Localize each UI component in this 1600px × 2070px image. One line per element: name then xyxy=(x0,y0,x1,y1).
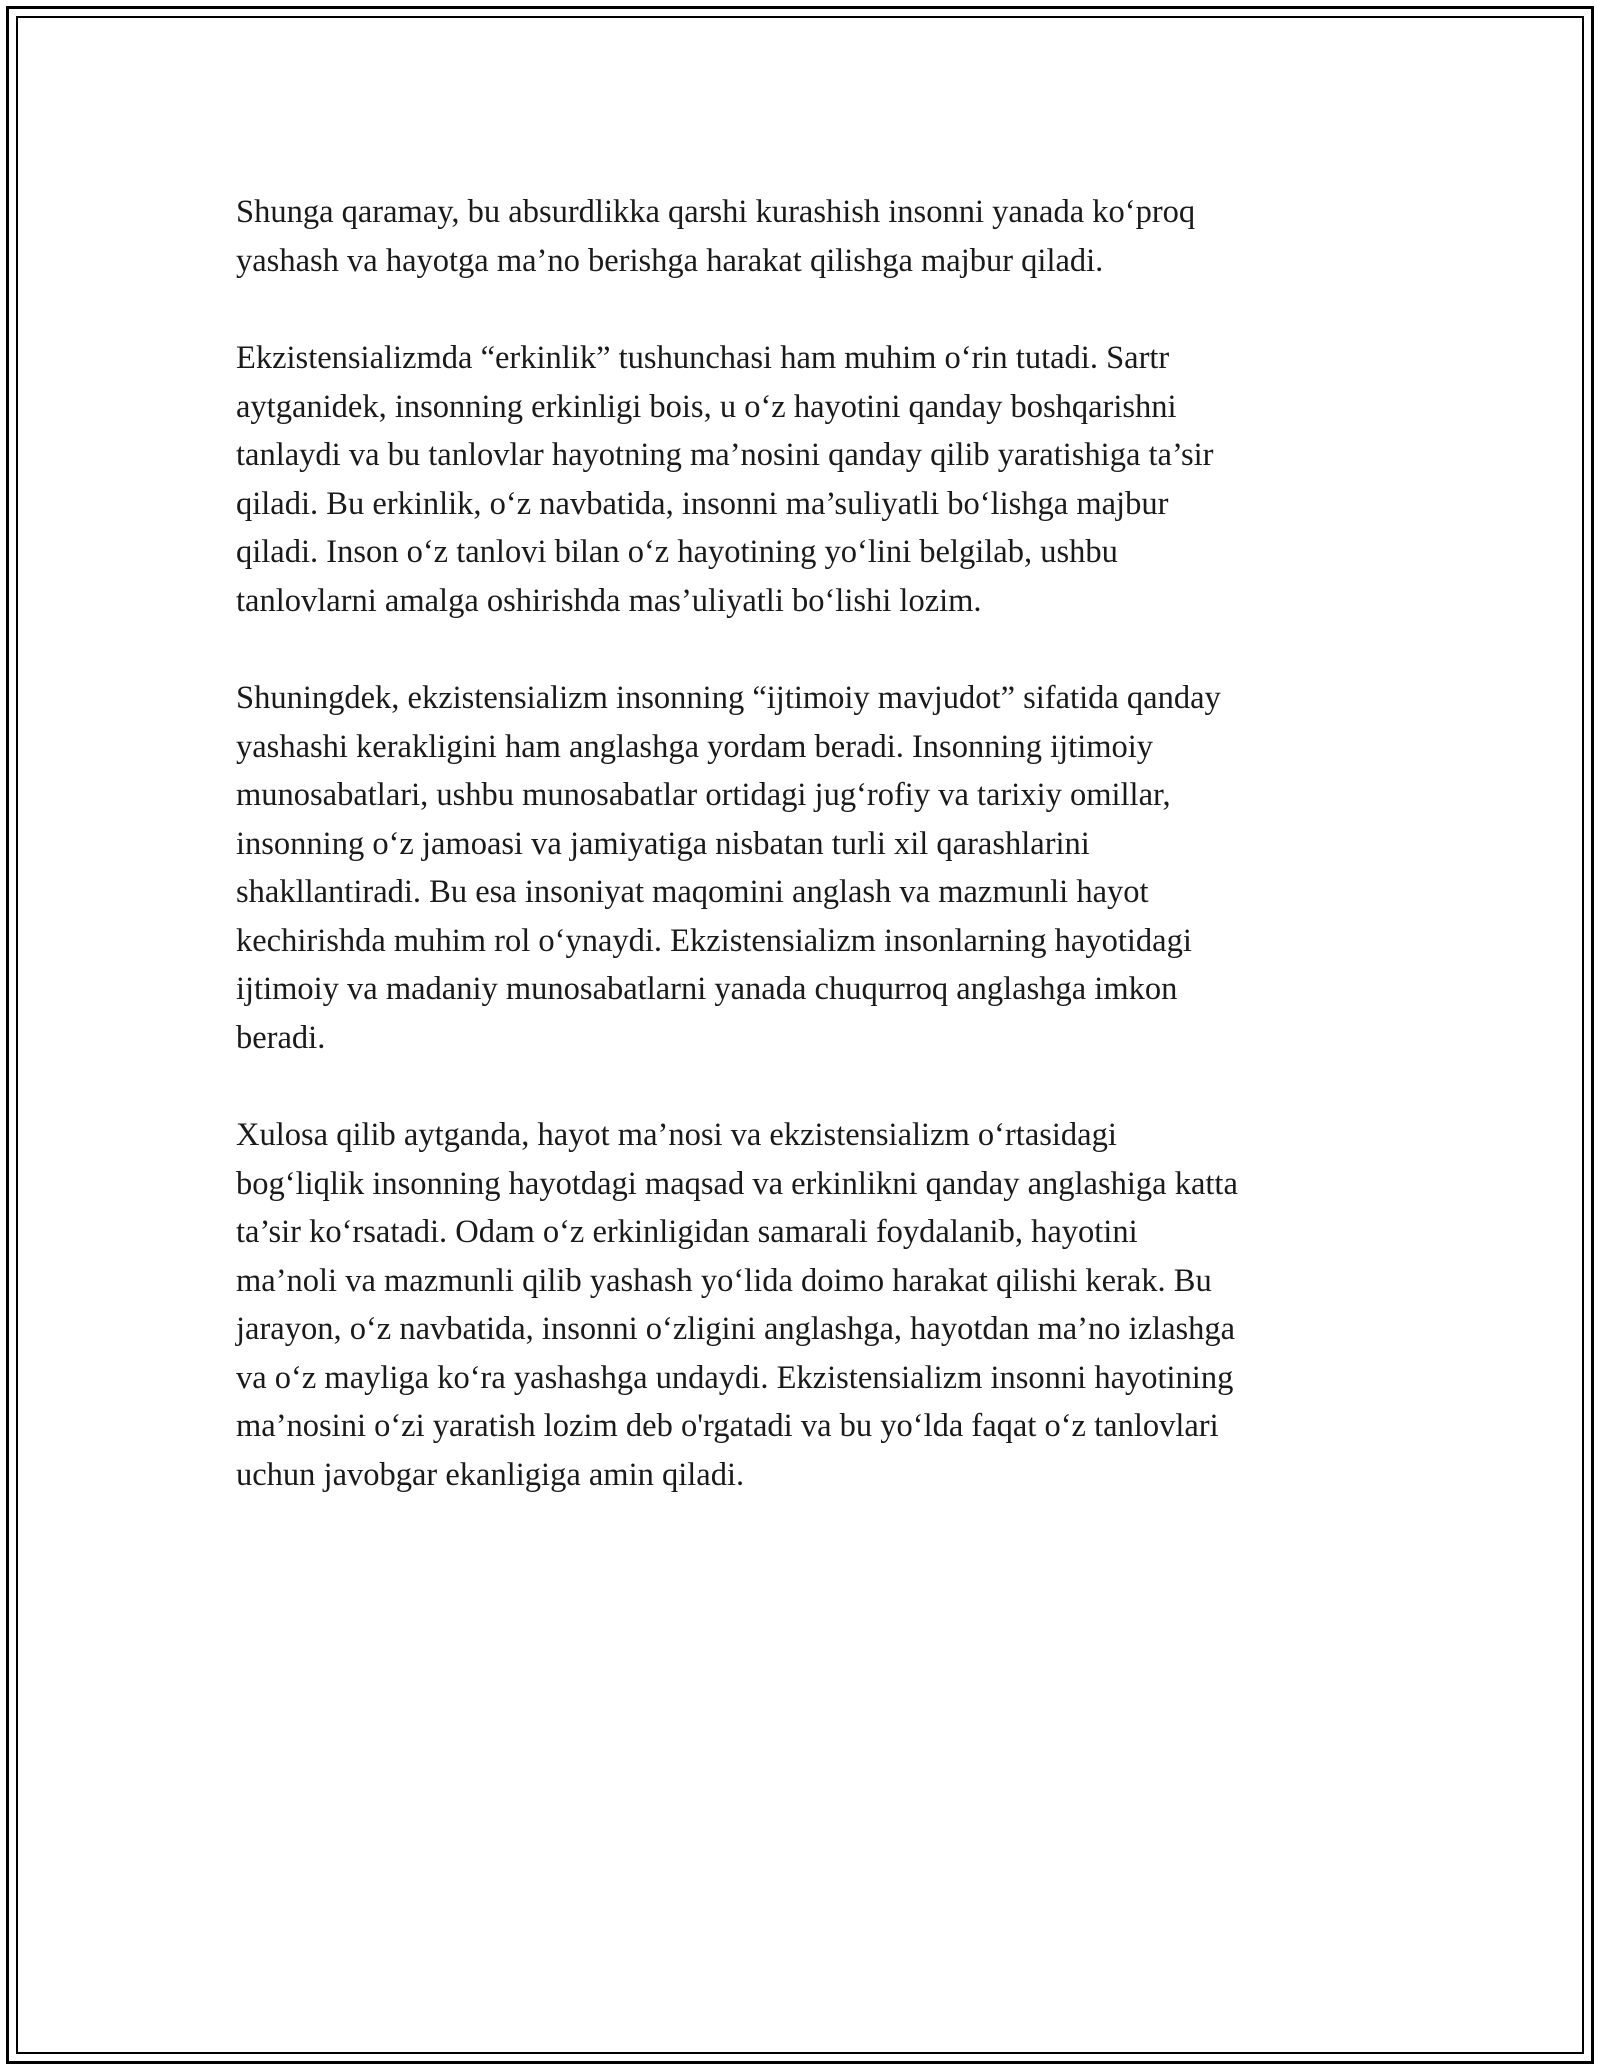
text-line: ta’sir ko‘rsatadi. Odam o‘z erkinligidan samarali foydalanib, hayotini xyxy=(236,1214,1138,1250)
text-line: beradi. xyxy=(236,1019,326,1056)
text-line: ijtimoiy va madaniy munosabatlarni yanada chuqurroq anglashga imkon xyxy=(236,971,1178,1007)
text-line: bog‘liqlik insonning hayotdagi maqsad va erkinlikni qanday anglashiga katta xyxy=(236,1165,1238,1202)
paragraph-4 xyxy=(236,1111,1386,1499)
text-line: jarayon, o‘z navbatida, insonni o‘zligini anglashga, hayotdan ma’no izlashga xyxy=(236,1311,1236,1347)
paragraph-3 xyxy=(236,674,1386,1062)
text-line: Shunga qaramay, bu absurdlikka qarshi kurashish insonni yanada ko‘proq xyxy=(236,194,1196,230)
text-line: Shuningdek, ekzistensializm insonning “ijtimoiy mavjudot” sifatida qanday xyxy=(236,680,1221,716)
text-line: yashashi kerakligini ham anglashga yordam beradi. Insonning ijtimoiy xyxy=(236,728,1154,765)
text-line: munosabatlari, ushbu munosabatlar ortidagi jug‘rofiy va tarixiy omillar, xyxy=(236,777,1171,813)
text-line: ma’noli va mazmunli qilib yashash yo‘lida doimo harakat qilishi kerak. Bu xyxy=(236,1262,1212,1299)
paragraph-2 xyxy=(236,334,1386,625)
paragraph-1 xyxy=(236,188,1386,285)
text-line: aytganidek, insonning erkinligi bois, u o‘z hayotini qanday boshqarishni xyxy=(236,388,1177,425)
text-line: tanlaydi va bu tanlovlar hayotning ma’nosini qanday qilib yaratishiga ta’sir xyxy=(236,437,1214,473)
text-line: insonning o‘z jamoasi va jamiyatiga nisbatan turli xil qarashlarini xyxy=(236,825,1090,862)
text-line: ma’nosini o‘zi yaratish lozim deb o'rgatadi va bu yo‘lda faqat o‘z tanlovlari xyxy=(236,1408,1219,1444)
text-line: uchun javobgar ekanligiga amin qiladi. xyxy=(236,1456,745,1493)
document-body xyxy=(236,188,1386,1548)
text-line: Xulosa qilib aytganda, hayot ma’nosi va ekzistensializm o‘rtasidagi xyxy=(236,1117,1117,1153)
text-line: qiladi. Inson o‘z tanlovi bilan o‘z hayotining yo‘lini belgilab, ushbu xyxy=(236,534,1118,570)
text-line: va o‘z mayliga ko‘ra yashashga undaydi. Ekzistensializm insonni hayotining xyxy=(236,1359,1234,1396)
text-line: kechirishda muhim rol o‘ynaydi. Ekzistensializm insonlarning hayotidagi xyxy=(236,922,1192,959)
text-line: shakllantiradi. Bu esa insoniyat maqomini anglash va mazmunli hayot xyxy=(236,874,1149,910)
text-line: Ekzistensializmda “erkinlik” tushunchasi ham muhim o‘rin tutadi. Sartr xyxy=(236,340,1170,376)
text-line: tanlovlarni amalga oshirishda mas’uliyatli bo‘lishi lozim. xyxy=(236,582,982,619)
text-line: qiladi. Bu erkinlik, o‘z navbatida, insonni ma’suliyatli bo‘lishga majbur xyxy=(236,485,1169,522)
text-line: yashash va hayotga ma’no berishga harakat qilishga majbur qiladi. xyxy=(236,242,1104,279)
